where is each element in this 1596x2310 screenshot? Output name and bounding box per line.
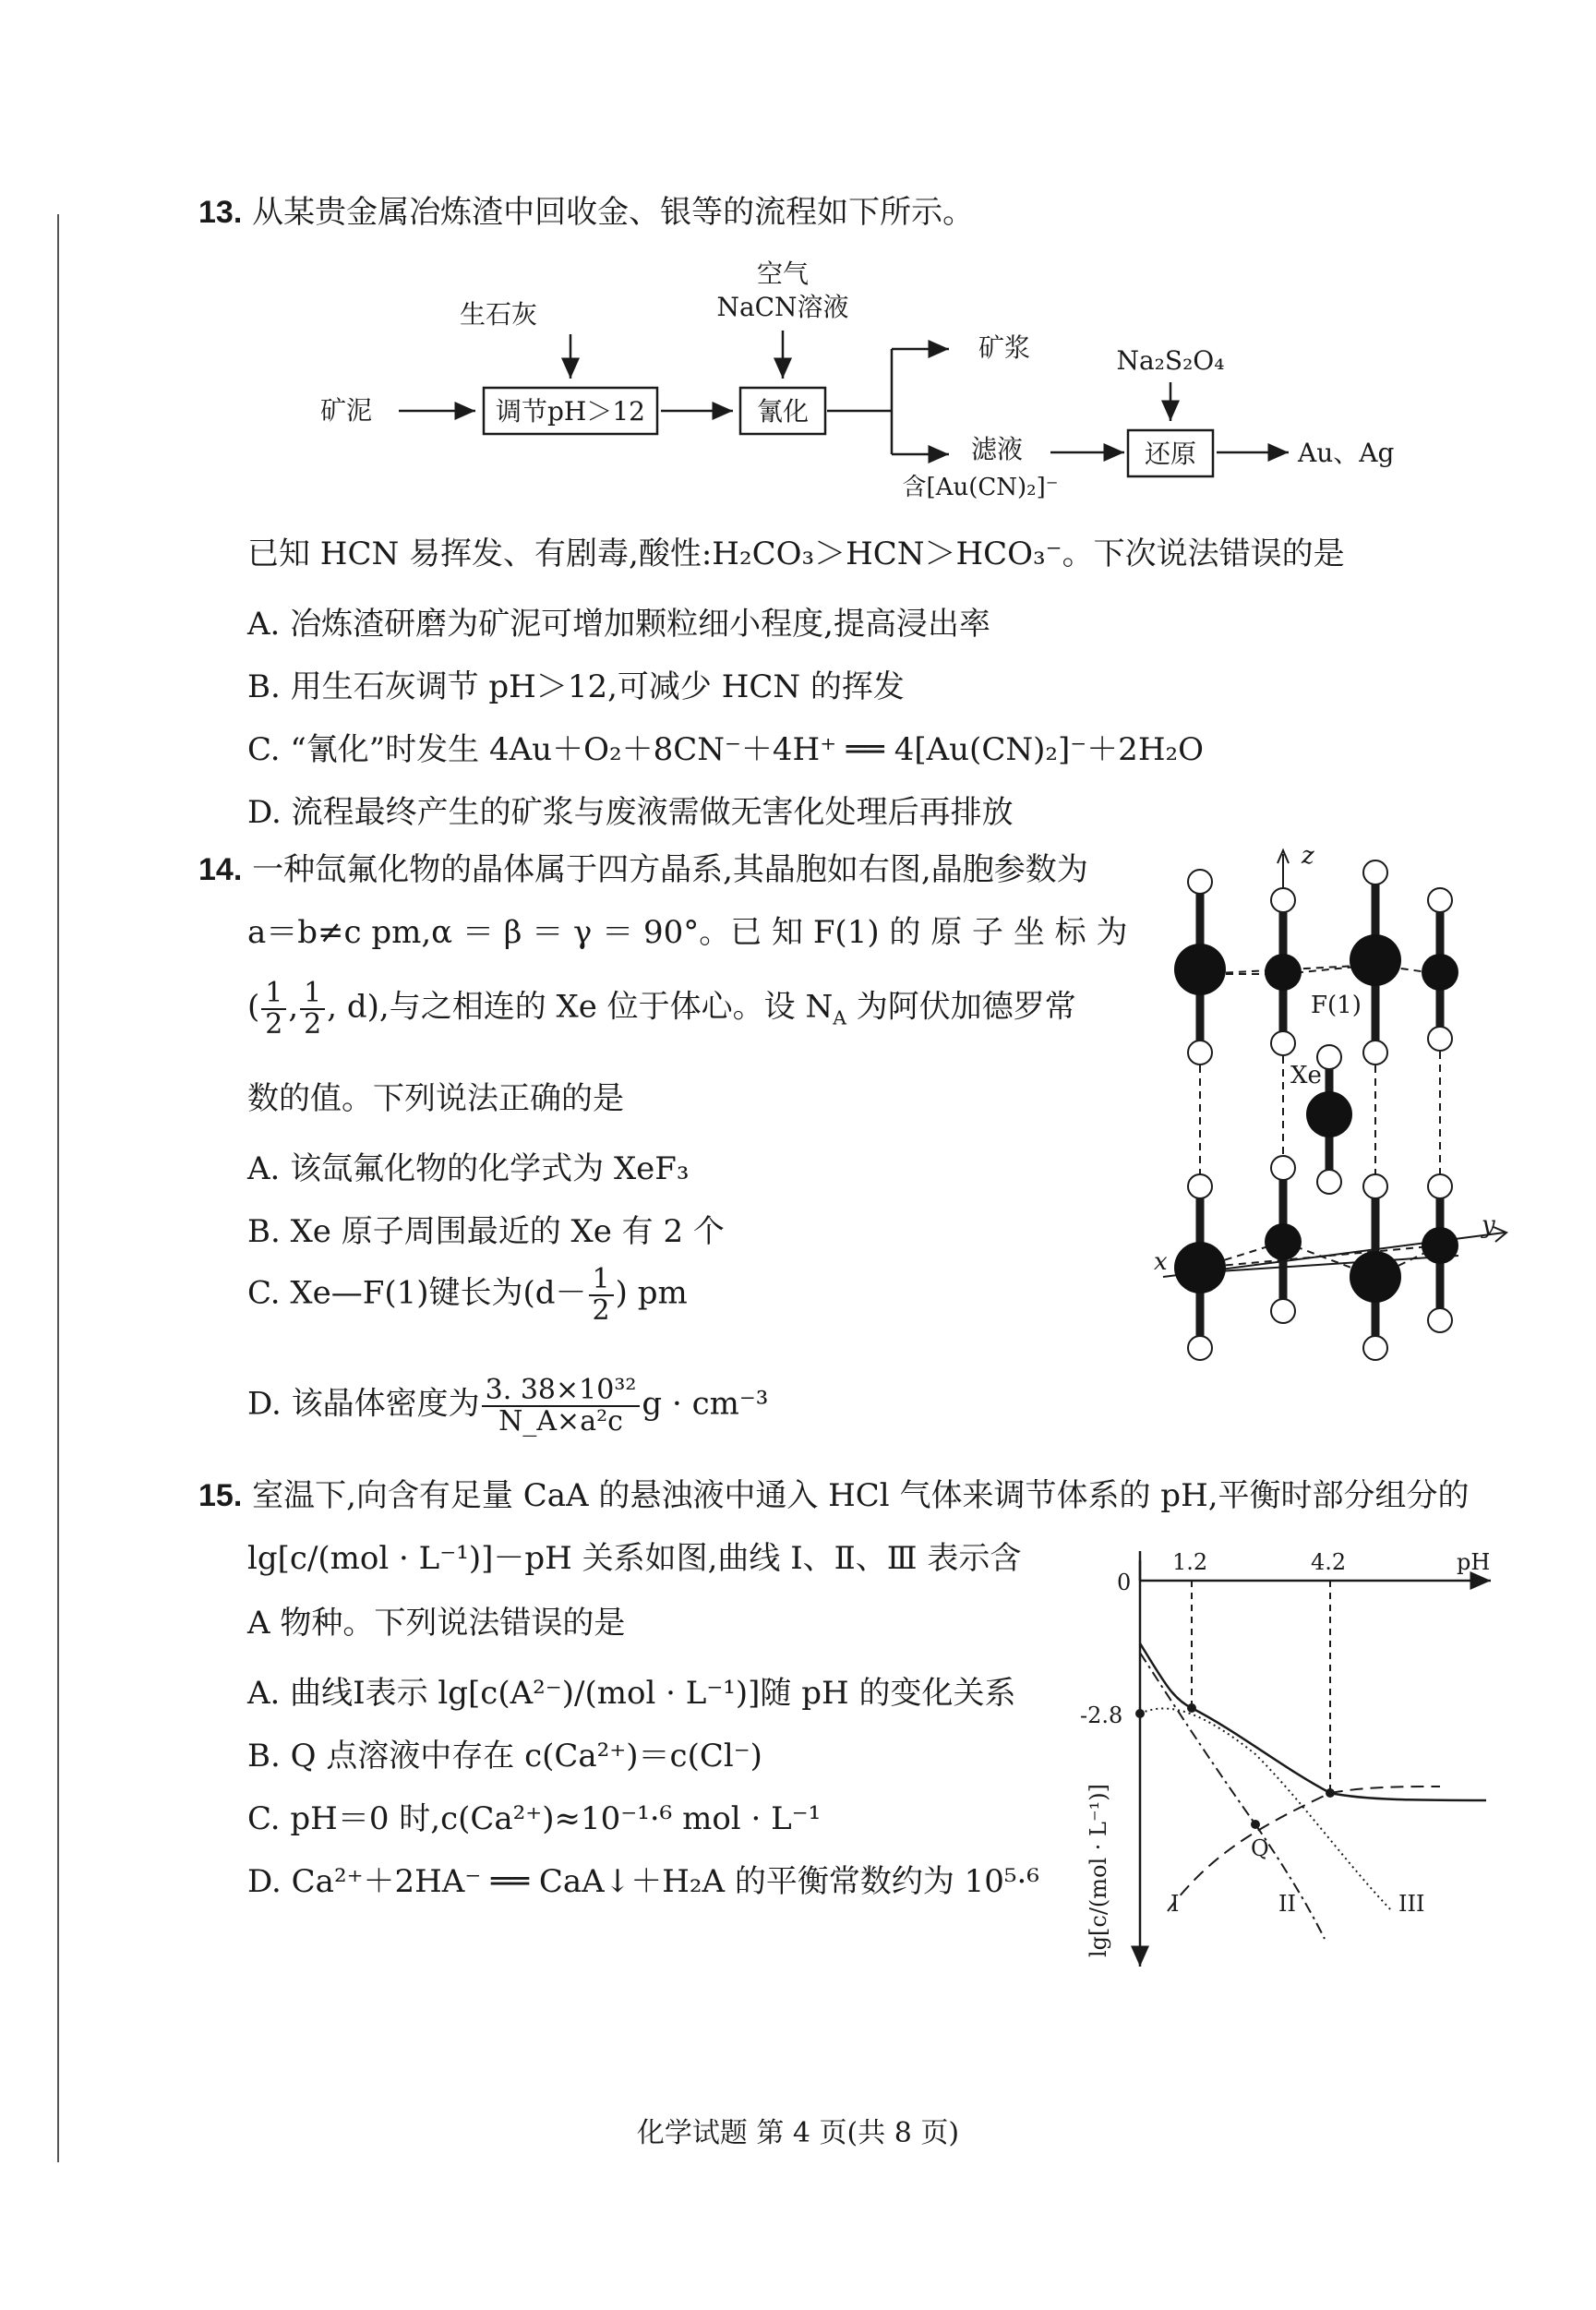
q13-stem-text: 从某贵金属冶炼渣中回收金、银等的流程如下所示。 [252,194,975,231]
q15-option-c: C. pH＝0 时,c(Ca²⁺)≈10⁻¹·⁶ mol · L⁻¹ [247,1800,822,1837]
q14-option-b: B. Xe 原子周围最近的 Xe 有 2 个 [247,1213,725,1250]
flow-box-adjust-ph-label: 调节pH＞12 [496,396,645,427]
q14-line4: 数的值。下列说法正确的是 [247,1080,624,1117]
graph-y-label: lg[c/(mol · L⁻¹)] [1086,1783,1111,1957]
frac-num: 1 [300,979,325,1010]
q15-option-d: D. Ca²⁺＋2HA⁻ ══ CaA↓＋H₂A 的平衡常数约为 10⁵·⁶ [247,1863,1039,1900]
page-footer: 化学试题 第 4 页(共 8 页) [636,2117,960,2149]
graph-point-q: Q [1251,1835,1269,1861]
q13-option-c: C. “氰化”时发生 4Au＋O₂＋8CN⁻＋4H⁺ ══ 4[Au(CN)₂]⁻＋2H₂O [247,731,1204,768]
graph-x-tick-1-2: 1.2 [1172,1549,1208,1575]
frac-den: 2 [592,1293,610,1327]
q15-line1 [198,1477,1470,1515]
q14-coord-frac-1 [261,979,286,1039]
q13-option-b: B. 用生石灰调节 pH＞12,可减少 HCN 的挥发 [247,668,905,705]
graph-curve-label-3: III [1398,1891,1425,1917]
q14-option-a: A. 该氙氟化物的化学式为 XeF₃ [247,1150,690,1187]
q14-line1 [198,851,1088,889]
q13-option-a: A. 冶炼渣研磨为矿泥可增加颗粒细小程度,提高浸出率 [247,606,990,643]
flow-product: Au、Ag [1298,438,1395,468]
q15-line2: lg[c/(mol · L⁻¹)]－pH 关系如图,曲线 Ⅰ、Ⅱ、Ⅲ 表示含 [247,1540,1022,1577]
graph-x-label: pH [1457,1549,1491,1575]
q14-number: 14. [198,852,243,887]
q13-flowchart [314,249,1440,526]
flow-branch-pulp: 矿浆 [978,332,1031,363]
q14-coord-open: ( [247,988,260,1026]
graph-origin: 0 [1117,1570,1132,1595]
flow-branch-filtrate-note: 含[Au(CN)₂]⁻ [902,474,1059,501]
q15-number: 15. [198,1478,243,1513]
flow-input-slurry: 矿泥 [319,395,373,426]
crystal-axis-x: x [1154,1248,1168,1276]
q14-option-d [247,1376,768,1436]
q15-line3: A 物种。下列说法错误的是 [247,1605,626,1642]
graph-curve-label-1: I [1170,1891,1180,1917]
q15-option-b: B. Q 点溶液中存在 c(Ca²⁺)＝c(Cl⁻) [247,1738,762,1775]
q14-coord-frac-2 [300,979,325,1039]
frac-den: N_A×a²c [498,1404,623,1438]
q14-option-c-pre: C. Xe—F(1)键长为(d－ [247,1274,587,1312]
q14-option-c-frac [589,1265,614,1325]
q14-option-d-pre: D. 该晶体密度为 [247,1385,480,1423]
q13-stem [198,194,974,232]
q13-info: 已知 HCN 易挥发、有剧毒,酸性:H₂CO₃＞HCN＞HCO₃⁻。下次说法错误的是 [247,535,1345,572]
graph-y-tick: -2.8 [1080,1702,1123,1728]
frac-num: 3. 38×10³² [482,1376,641,1407]
frac-den: 2 [265,1007,283,1041]
q14-line2: a＝b≠c pm,α ＝ β ＝ γ ＝ 90°。已 知 F(1) 的 原 子 坐 标 为 [247,914,1128,951]
crystal-label-f1: F(1) [1311,992,1362,1019]
q13-option-d: D. 流程最终产生的矿浆与废液需做无害化处理后再排放 [247,794,1014,831]
crystal-axis-z: z [1302,842,1314,870]
q14-option-d-post: g · cm⁻³ [642,1385,769,1423]
q14-option-c [247,1265,688,1325]
q14-option-c-post: ) pm [615,1274,688,1312]
flow-reagent-lime: 生石灰 [459,299,538,330]
flow-reagent-nacn: NaCN溶液 [716,292,849,322]
crystal-label-xe: Xe [1290,1062,1322,1089]
graph-curve-label-2: II [1278,1891,1296,1917]
frac-num: 1 [589,1265,614,1296]
q13-number: 13. [198,195,243,230]
q14-option-d-frac [482,1376,641,1436]
flow-reagent-na2s2o4: Na₂S₂O₄ [1116,345,1225,376]
q14-crystal-figure [1145,836,1514,1399]
q14-line3-end: 为阿伏加德罗常 [846,988,1076,1026]
q15-graph [1071,1533,1495,1976]
graph-x-tick-4-2: 4.2 [1311,1549,1347,1575]
flow-branch-filtrate: 滤液 [970,434,1024,464]
crystal-axis-y: y [1482,1211,1495,1239]
margin-line [57,214,59,2162]
flow-reagent-air: 空气 [756,259,810,289]
q14-line1-text: 一种氙氟化物的晶体属于四方晶系,其晶胞如右图,晶胞参数为 [252,851,1088,888]
q15-line1-text: 室温下,向含有足量 CaA 的悬浊液中通入 HCl 气体来调节体系的 pH,平衡时部分组分的 [252,1477,1470,1514]
frac-num: 1 [261,979,286,1010]
frac-den: 2 [304,1007,322,1041]
q14-na-subscript: A [833,1006,846,1029]
flow-box-cyanide-label: 氰化 [756,396,810,427]
q14-line3: ( $\frac{1}{2}$ , $\frac{1}{2}$ , d),与之相连的 Xe 位于体心。设 $N_A$ 为阿伏加德罗常 [247,977,1076,1041]
flow-box-reduce-label: 还原 [1144,439,1197,469]
q14-line3-text: , d),与之相连的 Xe 位于体心。设 N [327,988,834,1026]
q15-option-a: A. 曲线Ⅰ表示 lg[c(A²⁻)/(mol · L⁻¹)]随 pH 的变化关系 [247,1675,1016,1712]
